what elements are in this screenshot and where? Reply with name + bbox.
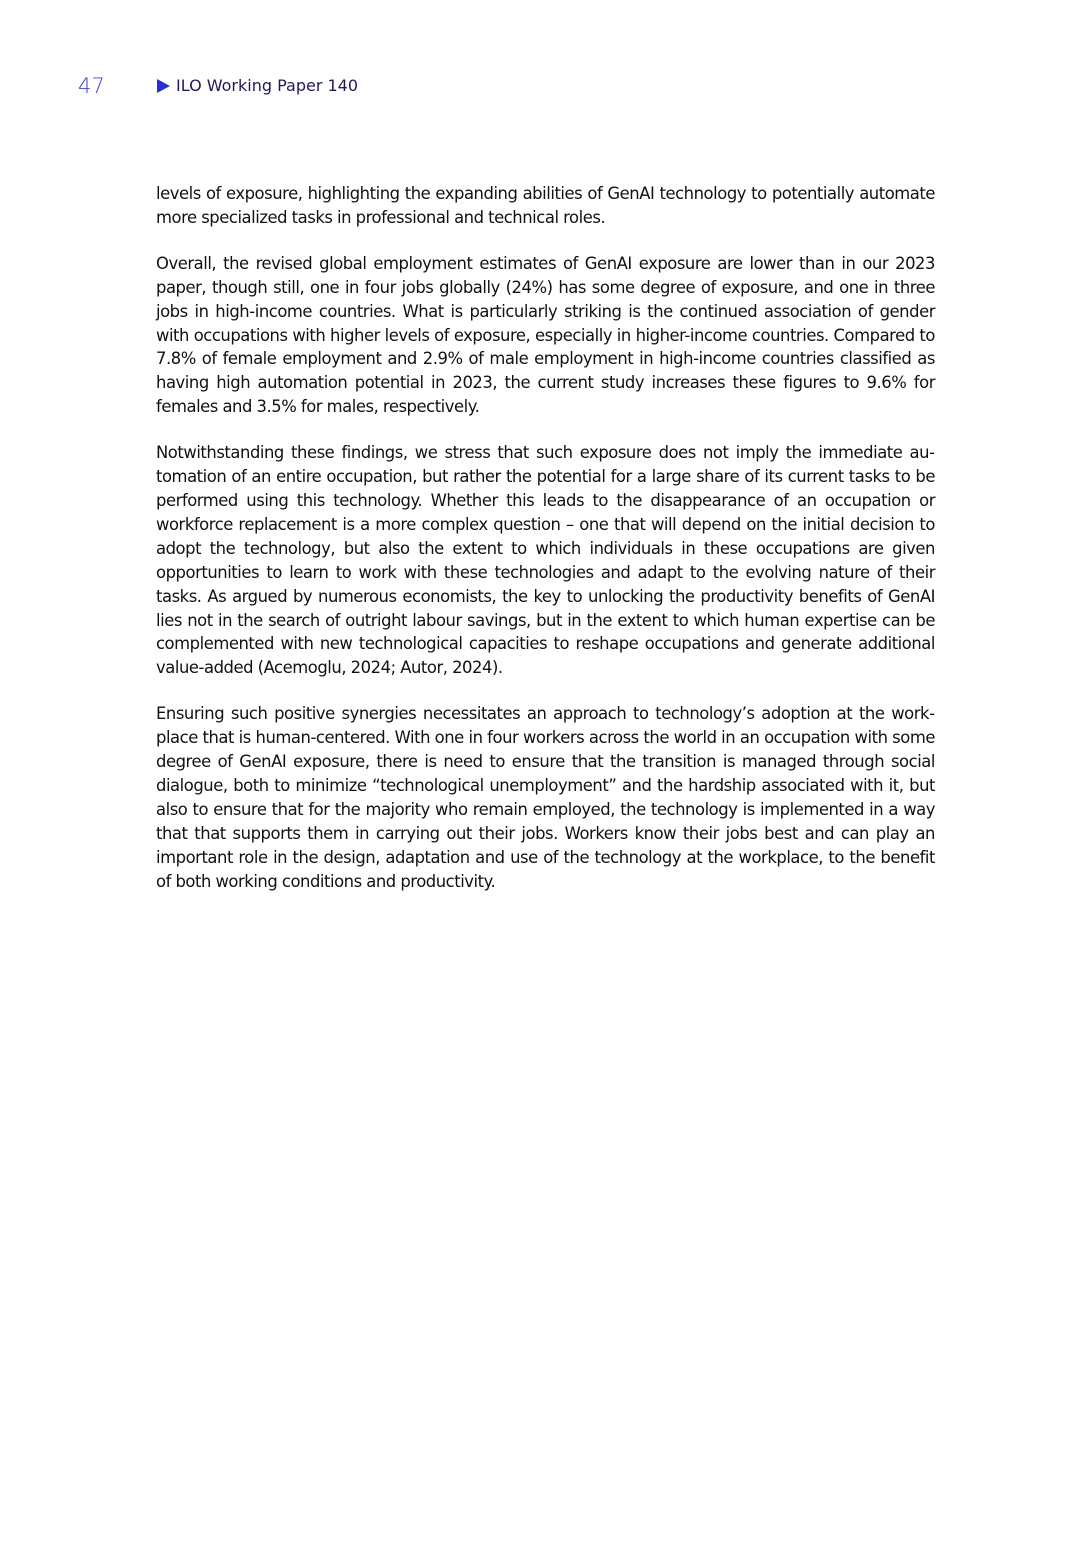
page-number: 47 [78,74,105,98]
paragraph: levels of exposure, highlighting the expanding abilities of GenAI technology to potentially automate more specialized tasks in professional and technical roles. [156,184,935,227]
paragraph: Notwithstanding these findings, we stress that such exposure does not imply the immediate automation of an entire occupation, but rather the potential for a large share of its current tasks to be performed using this technology. Whether this leads to the disappearance of an occupation or workforce replacement is a more complex question – one that will depend on the initial decision to adopt the technology, but also the extent to which individuals in these occupations are given opportunities to learn to work with these technologies and adapt to the evolving nature of their tasks. As argued by numerous economists, the key to unlocking the productivity benefits of GenAI lies not in the search of outright labour savings, but in the extent to which human expertise can be complemented with new technological capacities to reshape occupations and generate additional value-added (Acemoglu, 2024; Autor, 2024). [156,443,935,678]
paragraph: Overall, the revised global employment estimates of GenAI exposure are lower than in our 2023 paper, though still, one in four jobs globally (24%) has some degree of exposure, and one in three jobs in high-income countries. What is particularly striking is the continued association of gender with occupations with higher levels of exposure, especially in higher-income countries. Compared to 7.8% of female employment and 2.9% of male employment in high-income countries classified as having high automation potential in 2023, the current study increases these figures to 9.6% for females and 3.5% for males, respectively. [156,253,935,417]
body-text [156,182,935,915]
triangle-right-icon [157,79,170,93]
running-header [78,72,978,100]
series-title: ILO Working Paper 140 [176,76,359,95]
paragraph: Ensuring such positive synergies necessitates an approach to technology’s adoption at the workplace that is human-centered. With one in four workers across the world in an occupation with some degree of GenAI exposure, there is need to ensure that the transition is managed through social dialogue, both to minimize “technological unemployment” and the hardship associated with it, but also to ensure that for the majority who remain employed, the technology is implemented in a way that that supports them in carrying out their jobs. Workers know their jobs best and can play an important role in the design, adaptation and use of the technology at the workplace, to the benefit of both working conditions and productivity. [156,704,935,891]
